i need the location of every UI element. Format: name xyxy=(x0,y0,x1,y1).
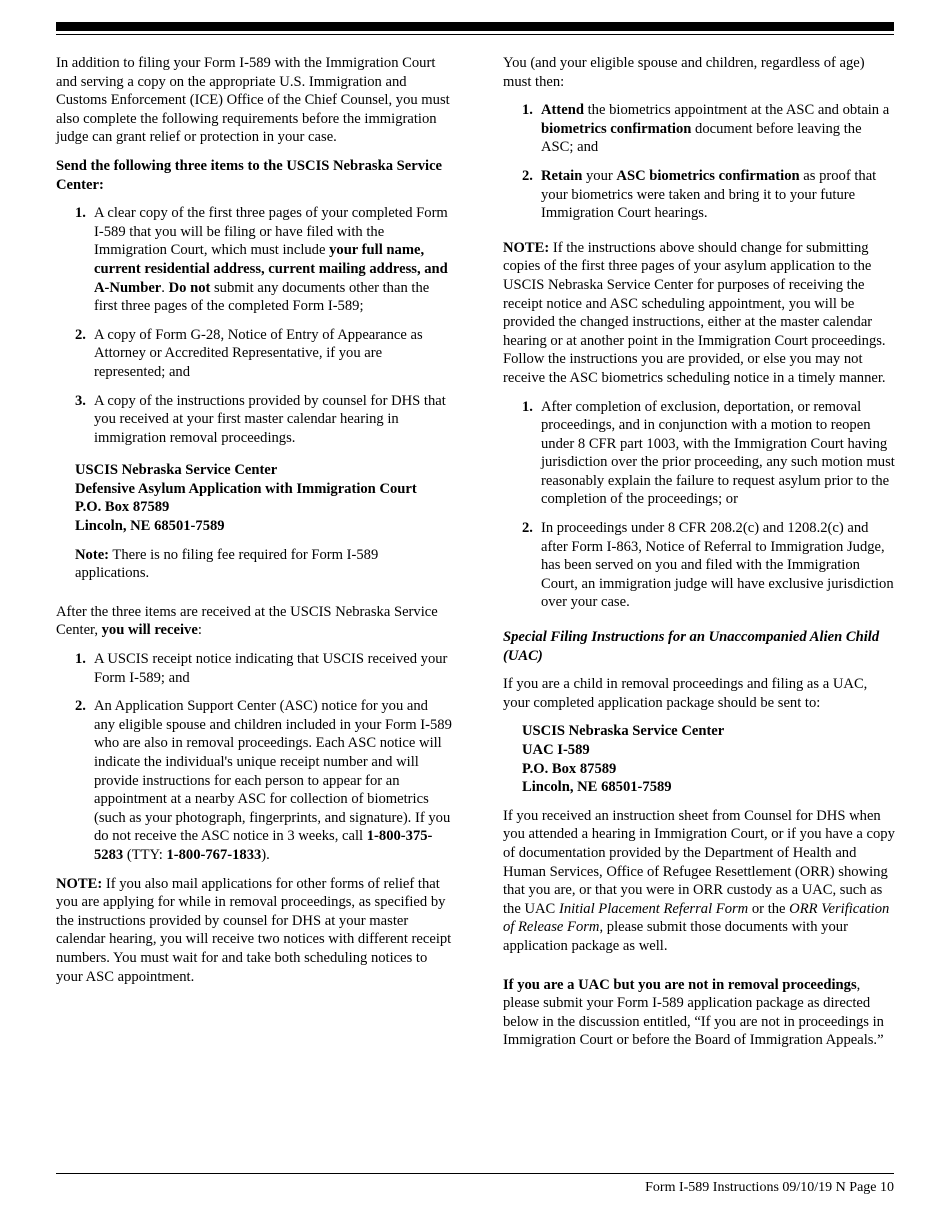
right-column xyxy=(503,54,896,1060)
jurisdiction-list xyxy=(522,398,896,613)
left-column xyxy=(56,54,452,996)
intro-paragraph: In addition to filing your Form I-589 with the Immigration Court and serving a copy on the appropriate U.S. Immigration and Customs Enforcement (ICE) Office of the Chief Counsel, you must also complete the following requirements before the immigration judge can grant relief or protection in your case. xyxy=(56,55,450,146)
steps-list xyxy=(522,101,896,223)
top-rule-thick xyxy=(56,22,894,31)
list-item: 1. A clear copy of the first three pages of your completed Form I-589 that you will be filing or have filed with the Immigration Court, which must include your full name, current residential address, current mailing address, and A-Number. Do not submit any documents other than the first three pages of the completed Form I-589; xyxy=(75,205,448,315)
after-items-paragraph: After the three items are received at the USCIS Nebraska Service Center, you will receive: xyxy=(56,603,438,639)
top-rule-thin xyxy=(56,34,894,35)
list-item: 1. A USCIS receipt notice indicating that USCIS received your Form I-589; and xyxy=(75,651,448,686)
bottom-rule xyxy=(56,1173,894,1174)
right-note-paragraph: NOTE: If the instructions above should change for submitting copies of the first three pages of your asylum application to the USCIS Nebraska Service Center for purposes of receiving the receipt notice and ASC scheduling appointment, you will be provided the changed instructions, either at the master calendar hearing or at another point in the Immigration Court proceedings. Follow the instructions you are provided, or else you may not receive the ASC biometrics scheduling notice in a timely manner. xyxy=(503,239,886,386)
list-item: 2. In proceedings under 8 CFR 208.2(c) and 1208.2(c) and after Form I-863, Notice of Referral to Immigration Judge, has been served on you and filed with the Immigration Court, an immigration judge will have exclusive jurisdiction over your case. xyxy=(522,520,894,611)
fee-note: Note: There is no filing fee required for Form I-589 applications. xyxy=(75,546,379,582)
uac-address: USCIS Nebraska Service Center UAC I-589 P.O. Box 87589 Lincoln, NE 68501-7589 xyxy=(522,723,725,796)
uac-heading: Special Filing Instructions for an Unaccompanied Alien Child (UAC) xyxy=(503,629,880,664)
list-item: 2. An Application Support Center (ASC) notice for you and any eligible spouse and children included in your Form I-589 who are also in removal proceedings. Each ASC notice will indicate the individual's unique receipt number and will provide instructions for each person to appear for an appointment at a nearby ASC for collection of biometrics (such as your photograph, fingerprints, and signature). If you do not receive the ASC notice in 3 weeks, call 1-800-375-5283 (TTY: 1-800-767-1833). xyxy=(75,698,452,863)
send-heading: Send the following three items to the USCIS Nebraska Service Center: xyxy=(56,157,443,193)
uac-intro: If you are a child in removal proceedings and filing as a UAC, your completed application package should be sent to: xyxy=(503,676,868,711)
note-paragraph: NOTE: If you also mail applications for other forms of relief that you are applying for while in removal proceedings, as specified by the instructions provided by counsel for DHS at your master calendar hearing, you will receive two notices with different receipt numbers. You must wait for and take both scheduling notices to your ASC appointment. xyxy=(56,875,452,985)
list-item: 1. Attend the biometrics appointment at the ASC and obtain a biometrics confirmation document before leaving the ASC; and xyxy=(522,102,890,156)
receive-list xyxy=(75,650,452,865)
page-footer: Form I-589 Instructions 09/10/19 N Page 10 xyxy=(645,1180,894,1195)
list-item: 3. A copy of the instructions provided by counsel for DHS that you received at your first master calendar hearing in immigration removal proceedings. xyxy=(75,392,446,446)
nebraska-address: USCIS Nebraska Service Center Defensive Asylum Application with Immigration Court P.O. Box 87589 Lincoln, NE 68501-7589 xyxy=(75,462,417,535)
not-in-removal-paragraph: If you are a UAC but you are not in removal proceedings, please submit your Form I-589 application package as directed below in the discussion entitled, “If you are not in proceedings in Immigration Court or before the Board of Immigration Appeals.” xyxy=(503,976,884,1049)
send-items-list xyxy=(75,204,452,447)
list-item: 1. After completion of exclusion, deportation, or removal proceedings, and in conjunction with a motion to reopen under 8 CFR part 1003, with the Immigration Court having jurisdiction over the prior proceeding, any such motion must reasonably explain the failure to request asylum prior to the completion of the proceedings; or xyxy=(522,398,895,508)
right-intro: You (and your eligible spouse and children, regardless of age) must then: xyxy=(503,55,865,90)
orr-paragraph: If you received an instruction sheet from Counsel for DHS when you attended a hearing in Immigration Court, or if you have a copy of documentation provided by the Department of Health and Human Services, Office of Refugee Resettlement (ORR) showing that you are, or that you were in ORR custody as a UAC, such as the UAC Initial Placement Referral Form or the ORR Verification of Release Form, please submit those documents with your application package as well. xyxy=(503,807,895,954)
list-item: 2. A copy of Form G-28, Notice of Entry of Appearance as Attorney or Accredited Representative, if you are represented; and xyxy=(75,326,423,380)
list-item: 2. Retain your ASC biometrics confirmation as proof that your biometrics were taken and bring it to your future Immigration Court hearings. xyxy=(522,167,877,222)
